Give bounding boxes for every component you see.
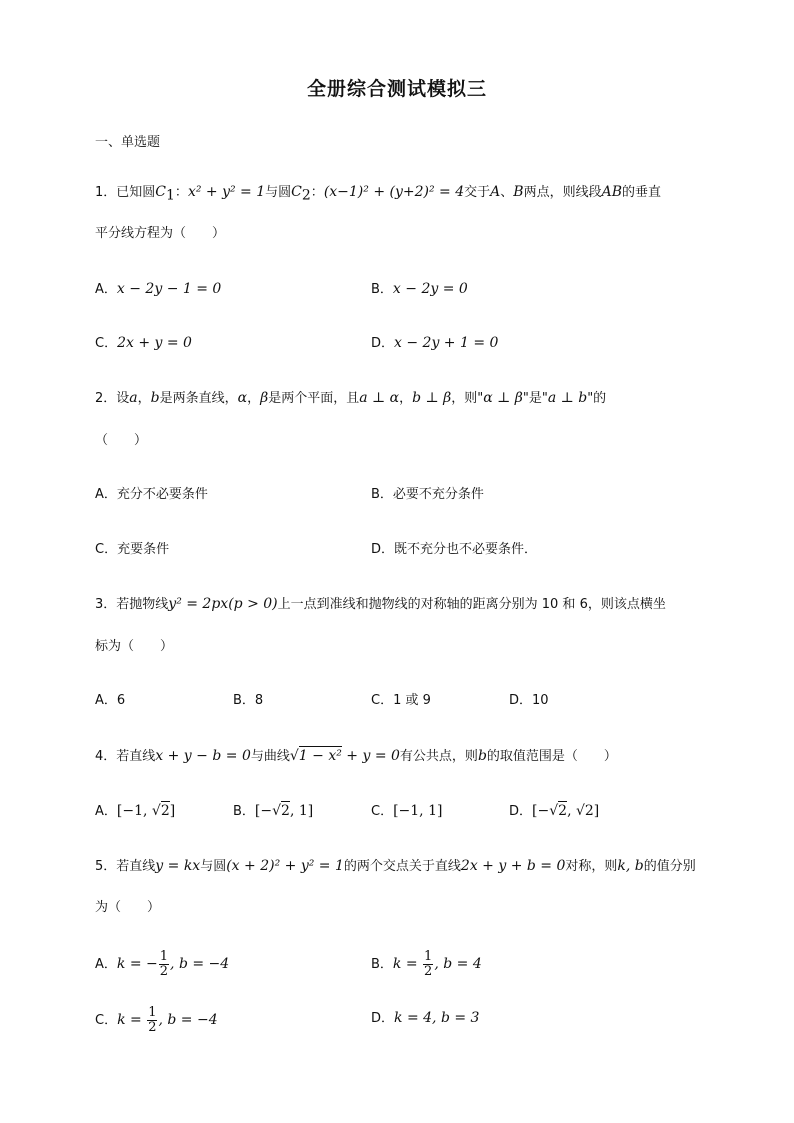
q2-option-d[interactable]: D．既不充分也不必要条件． [371,542,538,557]
question-1-line-2: 平分线方程为（ ） [95,226,226,241]
q5-option-b[interactable]: B．k = $\frac{1}{2}$ , b = 4 [371,949,482,979]
q3-option-a[interactable]: A．6 [95,693,126,708]
q2-option-b[interactable]: B．必要不充分条件 [371,487,484,502]
q4-option-a[interactable]: A．[−1, √2] [95,803,176,819]
question-5-line-1: 5．若直线y = kx与圆(x + 2)² + y² = 1的两个交点关于直线2x + y + b = 0对称，则k, b的值分别 [95,858,696,874]
q5-option-a[interactable]: A．k = − $\frac{1}{2}$ , b = −4 [95,949,230,979]
q4-option-d[interactable]: D．[−√2, √2] [509,803,600,819]
q3-option-d[interactable]: D．10 [509,693,549,708]
q1-option-c[interactable]: C．2x + y = 0 [95,335,192,351]
q1-option-a[interactable]: A．x − 2y − 1 = 0 [95,281,222,297]
question-3-line-2: 标为（ ） [95,639,174,654]
section-heading: 一、单选题 [95,135,161,150]
q1-option-d[interactable]: D．x − 2y + 1 = 0 [371,335,499,351]
question-1-line-1: 1．已知圆$C_1$：x² + y² = 1与圆$C_2$：(x−1)² + (y+2)² = 4交于A、B两点，则线段AB的垂直 [95,184,662,204]
q4-option-c[interactable]: C．[−1, 1] [371,803,443,819]
page-title: 全册综合测试模拟三 [306,78,487,100]
q5-option-d[interactable]: D．k = 4, b = 3 [371,1010,480,1026]
question-4-line-1: 4．若直线x + y − b = 0与曲线√1 − x² + y = 0有公共点，则b的取值范围是（ ） [95,748,617,764]
q3-option-b[interactable]: B．8 [233,693,264,708]
question-5-line-2: 为（ ） [95,900,161,915]
q1-option-b[interactable]: B．x − 2y = 0 [371,281,468,297]
q4-option-b[interactable]: B．[−√2, 1] [233,803,314,819]
q3-option-c[interactable]: C．1 或 9 [371,693,431,708]
q2-option-c[interactable]: C．充要条件 [95,542,170,557]
question-3-line-1: 3．若抛物线y² = 2px(p > 0)上一点到准线和抛物线的对称轴的距离分别为 10 和 6，则该点横坐 [95,596,666,612]
question-2-line-1: 2．设a，b是两条直线，α，β是两个平面，且a ⊥ α，b ⊥ β，则"α ⊥ β"是"a ⊥ b"的 [95,390,607,406]
q5-option-c[interactable]: C．k = $\frac{1}{2}$ , b = −4 [95,1005,218,1035]
q2-option-a[interactable]: A．充分不必要条件 [95,487,208,502]
question-2-line-2: （ ） [95,433,148,448]
